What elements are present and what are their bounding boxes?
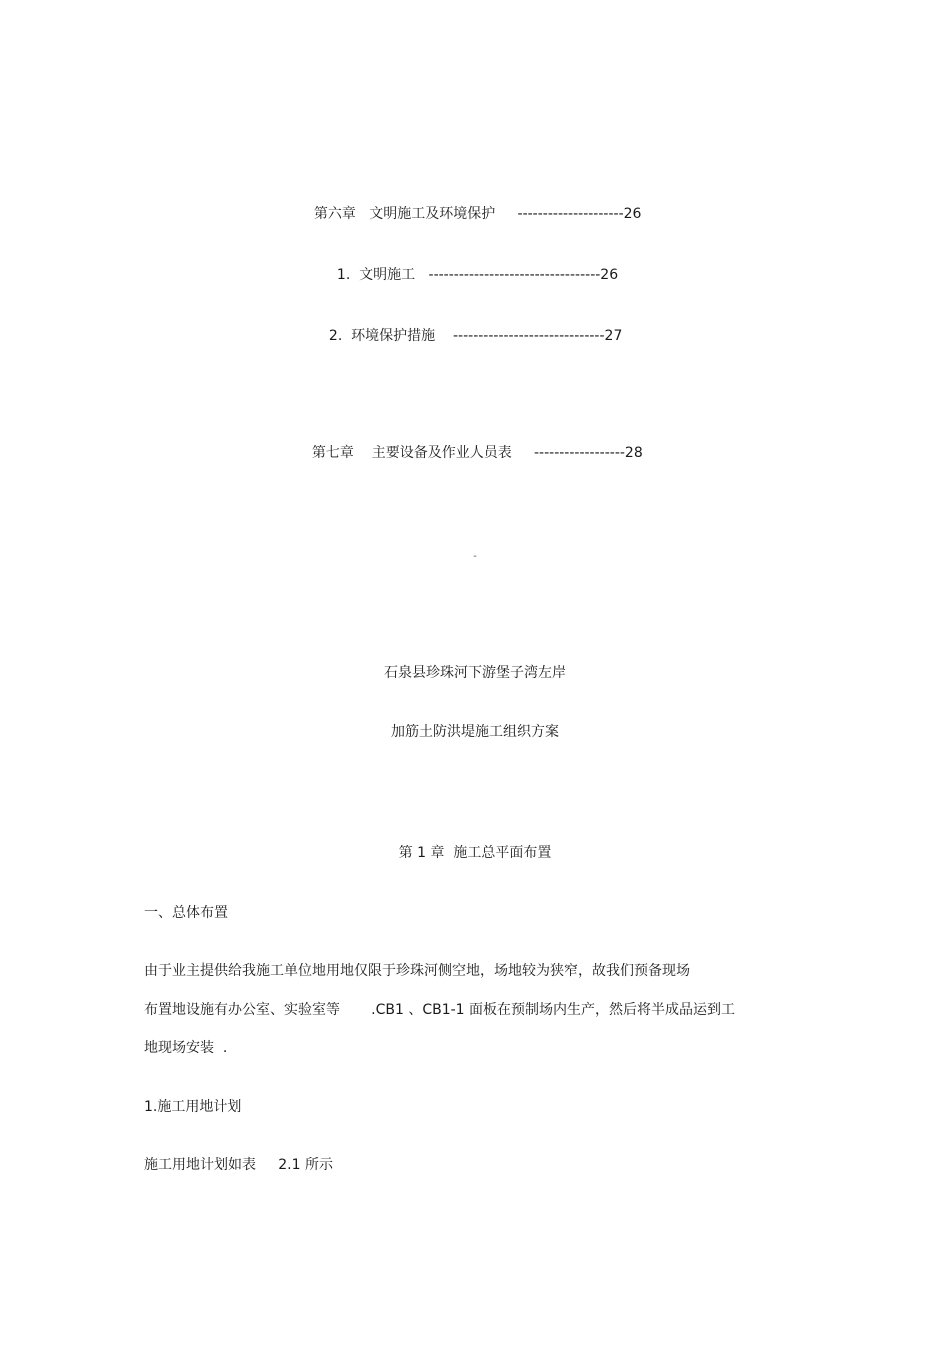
toc-leader: ------------------ <box>533 445 625 461</box>
toc-leader: --------------------- <box>517 206 624 222</box>
toc-title: 1. 文明施工 <box>336 267 416 283</box>
chapter-heading: 第 1 章 施工总平面布置 <box>398 845 552 861</box>
subsection-heading: 1.施工用地计划 <box>144 1099 242 1115</box>
toc-entry-environmental-protection <box>320 306 622 346</box>
toc-page-number: 26 <box>623 206 642 222</box>
toc-title: 第六章 文明施工及环境保护 <box>313 206 496 222</box>
toc-leader: ---------------------------------- <box>428 267 601 283</box>
toc-page-number: 26 <box>600 267 619 283</box>
toc-title: 第七章 主要设备及作业人员表 <box>311 445 512 461</box>
toc-leader: ------------------------------ <box>452 328 605 344</box>
toc-page-number: 28 <box>624 445 643 461</box>
document-title-line1: 石泉县珍珠河下游堡子湾左岸 <box>384 665 566 681</box>
toc-page-number: 27 <box>604 328 623 344</box>
section-heading: 一、总体布置 <box>144 905 228 921</box>
paragraph-line: 由于业主提供给我施工单位地用地仅限于珍珠河侧空地，场地较为狭窄，故我们预备现场 <box>144 963 690 979</box>
toc-entry-civilized-construction <box>328 245 618 285</box>
paragraph-line: 地现场安装 . <box>144 1040 228 1056</box>
table-reference: 施工用地计划如表 2.1 所示 <box>144 1157 333 1173</box>
page-separator: - <box>473 551 477 562</box>
toc-title: 2. 环境保护措施 <box>328 328 436 344</box>
paragraph-line: 布置地设施有办公室、实验室等 .CB1 、CB1-1 面板在预制场内生产，然后将半成品运到工 <box>144 1002 736 1018</box>
toc-entry-chapter6 <box>305 184 641 224</box>
toc-entry-chapter7 <box>303 423 643 463</box>
document-title-line2: 加筋土防洪堤施工组织方案 <box>391 724 559 740</box>
